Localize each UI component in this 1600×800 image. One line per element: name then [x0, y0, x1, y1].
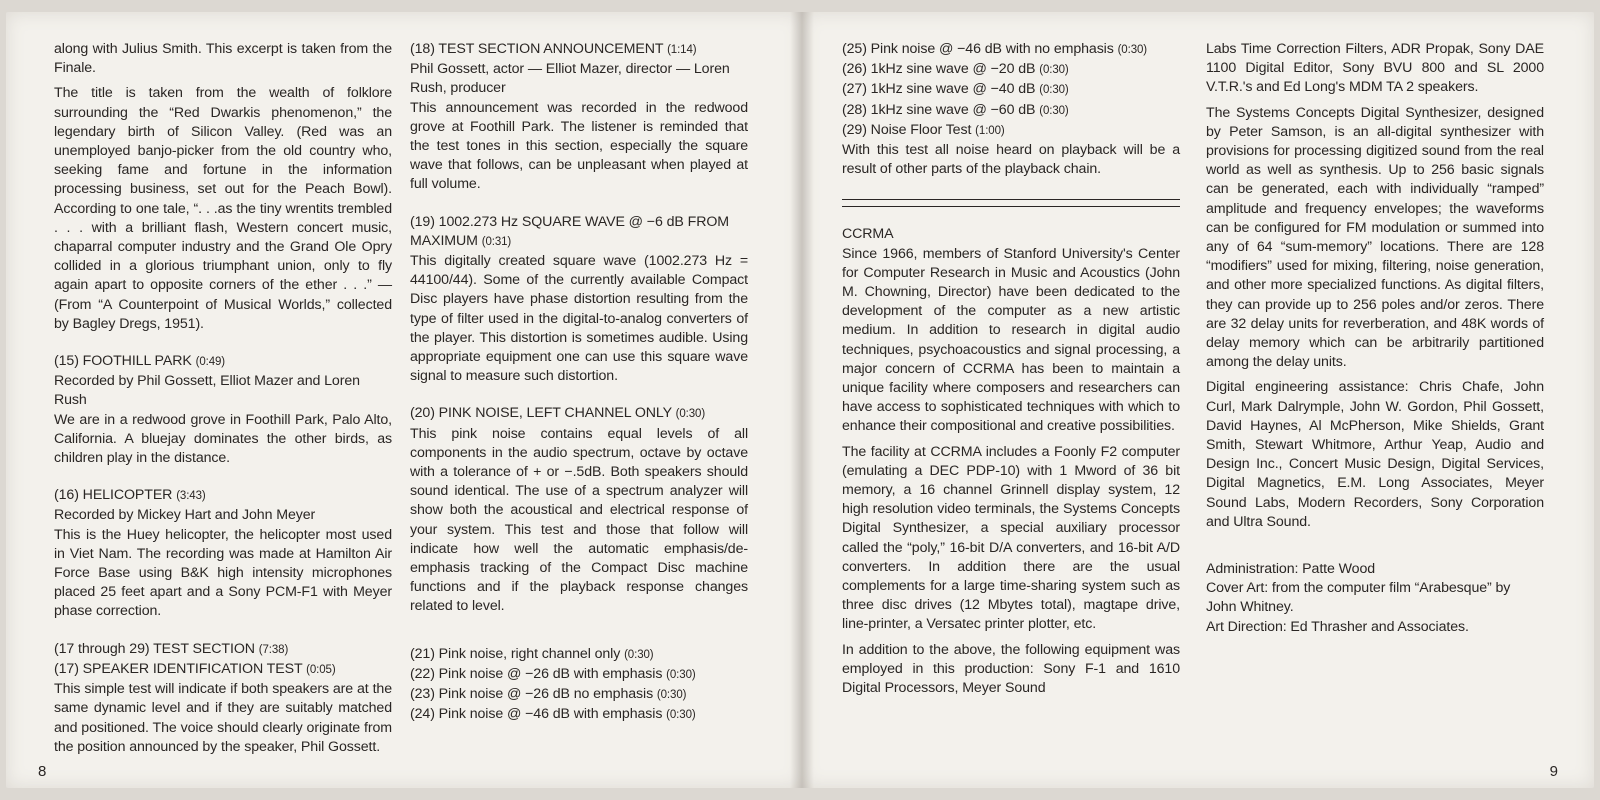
track-18-description: This announcement was recorded in the redwood grove at Foothill Park. The listener is reminded that the test tones in this section, especially the square wave that follows, can be unpleasant when played at full volume. [410, 99, 748, 193]
track-18-heading [410, 40, 748, 60]
ccrma-paragraph-3: In addition to the above, the following equipment was employed in this production: Sony F-1 and 1610 Digital Processors, Meyer Sound [842, 641, 1180, 697]
track-20-description: This pink noise contains equal levels of all components in the audio spectrum, octave by octave with a tolerance of + or −.5dB. Both speakers should sound identical. The use of a spectrum analyzer will show both the acoustical and electrical response of your system. This test and those that follow will indicate how well the automatic emphasis/de-emphasis tracking of the Compact Disc machine functions and if the playback response changes related to level. [410, 425, 748, 615]
ccrma-paragraph-1: Since 1966, members of Stanford University's Center for Computer Research in Music and Acoustics (John M. Chowning, Director) have been dedicated to the development of the computer as a new artistic medium. In addition to research in digital audio techniques, psychoacoustics and signal processing, a major concern of CCRMA has been to maintain a unique facility where composers and researchers can have access to sophisticated techniques with which to enhance their compositional and creative possibilities. [842, 245, 1180, 435]
art-direction-credit: Art Direction: Ed Thrasher and Associates. [1206, 618, 1469, 635]
track-25-label: (25) Pink noise @ −46 dB with no emphasis [842, 41, 1114, 57]
track-18-title: (18) TEST SECTION ANNOUNCEMENT [410, 41, 664, 57]
track-29-description: With this test all noise heard on playback will be a result of other parts of the playback chain. [842, 142, 1180, 178]
test-section-title: (17 through 29) TEST SECTION [54, 640, 255, 657]
track-15-description: We are in a redwood grove in Foothill Park, Palo Alto, California. A bluejay dominates the other birds, as children play in the distance. [54, 411, 392, 467]
track-19-heading [410, 213, 748, 252]
track-29-label: (29) Noise Floor Test [842, 121, 972, 138]
track-23-label: (23) Pink noise @ −26 dB no emphasis [410, 686, 654, 703]
track-19-title: (19) 1002.273 Hz SQUARE WAVE @ −6 dB FROM MAXIMUM [410, 213, 729, 249]
track-19-description: This digitally created square wave (1002.273 Hz = 44100/44). Some of the currently available Compact Disc players have phase distortion resulting from the type of filter used in the digital-to-analog converters of the player. This distortion is sometimes audible. Using appropriate equipment one can use this square wave signal to measure such distortion. [410, 253, 748, 385]
test-section-heading [54, 640, 392, 660]
track-list-item [410, 705, 748, 725]
track-22-label: (22) Pink noise @ −26 dB with emphasis [410, 665, 663, 682]
track-15-credit: Recorded by Phil Gossett, Elliot Mazer and Loren Rush [54, 373, 360, 409]
test-section-time: (7:38) [258, 643, 289, 656]
track-17-time: (0:05) [306, 663, 336, 676]
cover-art-credit: Cover Art: from the computer film “Arabesque” by John Whitney. [1206, 580, 1511, 616]
track-list-item [842, 121, 1180, 141]
track-list-item [842, 80, 1180, 100]
track-29-time: (1:00) [975, 124, 1005, 137]
track-18-credit: Phil Gossett, actor — Elliot Mazer, director — Loren Rush, producer [410, 61, 730, 97]
track-24-label: (24) Pink noise @ −46 dB with emphasis [410, 706, 663, 723]
track-25-time: (0:30) [1117, 44, 1148, 56]
track-15-time: (0:49) [195, 356, 226, 369]
track-28-label: (28) 1kHz sine wave @ −60 dB [842, 101, 1036, 118]
track-15-title: (15) FOOTHILL PARK [54, 353, 192, 370]
track-list-item [842, 60, 1180, 80]
right-page-column-2 [1206, 40, 1544, 637]
left-page-column-2 [410, 40, 748, 726]
track-21-label: (21) Pink noise, right channel only [410, 645, 621, 662]
track-20-title: (20) PINK NOISE, LEFT CHANNEL ONLY [410, 405, 672, 422]
track-24-time: (0:30) [666, 709, 696, 722]
ccrma-heading: CCRMA [842, 226, 894, 243]
track-17-title: (17) SPEAKER IDENTIFICATION TEST [54, 660, 303, 677]
administration-credit: Administration: Patte Wood [1206, 561, 1376, 578]
page-number-right: 9 [1549, 763, 1558, 780]
right-page-column-1 [842, 40, 1180, 704]
track-26-time: (0:30) [1039, 64, 1069, 77]
track-21-time: (0:30) [624, 648, 654, 661]
track-16-title: (16) HELICOPTER [54, 487, 173, 504]
title-story-paragraph: The title is taken from the wealth of folklore surrounding the “Red Dwarkis phenomenon,” the legendary birth of Silicon Valley. (Red was an unemployed banjo-picker from the old country who, seeking fame and fortune in the information processing business, set out for the Peach Bowl). According to one tale, “. . .as the tiny wrentits trembled . . . with a brilliant flash, Western concert music, chaparral computer industry and the Grand Ole Opry collided in a glorious triumphant union, only to fly again apart to opposite corners of the ether . . .” —(From “A Counterpoint of Musical Worlds,” collected by Bagley Dregs, 1951). [54, 85, 392, 332]
track-16-description: This is the Huey helicopter, the helicopter most used in Viet Nam. The recording was made at Hamilton Air Force Base using B&K high intensity microphones placed 25 feet apart and a Sony PCM-F1 with Meyer phase correction. [54, 526, 392, 620]
track-28-time: (0:30) [1039, 104, 1069, 117]
track-27-time: (0:30) [1039, 84, 1069, 97]
engineering-credits: Digital engineering assistance: Chris Chafe, John Curl, Mark Dalrymple, John W. Gordon, Phil Gossett, David Haynes, Al McPherson, Mike Shields, Grant Smith, Stewart Whitmore, Arthur Yeap, Audio and Design Inc., Concert Music Design, Digital Services, Digital Magnetics, E.M. Long Associates, Meyer Sound Labs, Modern Recorders, Sony Corporation and Ultra Sound. [1206, 379, 1544, 530]
track-17-description: This simple test will indicate if both speakers are at the same dynamic level and if they are suitably matched and positioned. The voice should clearly originate from the position announced by the speaker, Phil Gossett. [54, 681, 392, 755]
track-16-time: (3:43) [176, 490, 206, 503]
track-16-heading [54, 486, 392, 506]
equipment-paragraph: Labs Time Correction Filters, ADR Propak, Sony DAE 1100 Digital Editor, Sony BVU 800 and SL 2000 V.T.R.'s and Ed Long's MDM TA 2 speakers. [1206, 41, 1544, 96]
track-16-credit: Recorded by Mickey Hart and John Meyer [54, 507, 316, 524]
track-list-item [410, 665, 748, 685]
intro-paragraph: along with Julius Smith. This excerpt is taken from the Finale. [54, 41, 392, 77]
ccrma-paragraph-2: The facility at CCRMA includes a Foonly F2 computer (emulating a DEC PDP-10) with 1 Mword of 36 bit memory, a 16 channel Grinnell display system, 12 high resolution video terminals, the Systems Concepts Digital Synthesizer, a special auxiliary processor called the “poly,” 16-bit D/A converters, and 16-bit A/D converters. In addition there are the usual complements for a large time-sharing system such as three disc drives (12 Mbytes total), magtape drive, line-printer, a Versatec printer plotter, etc. [842, 443, 1180, 633]
track-list-item [410, 685, 748, 705]
track-18-time: (1:14) [667, 44, 697, 56]
book-gutter [790, 12, 814, 788]
page-number-left: 8 [38, 763, 47, 780]
track-23-time: (0:30) [656, 689, 687, 702]
track-20-time: (0:30) [675, 408, 706, 421]
track-17-heading [54, 660, 392, 680]
track-list-item [410, 645, 748, 665]
synthesizer-paragraph: The Systems Concepts Digital Synthesizer, designed by Peter Samson, is an all-digital synthesizer with provisions for processing digitized sound from the real world as well as synthesis. Up to 256 basic signals can be generated, each with individually “ramped” amplitude and frequency envelopes; the waveforms can be configured for FM modulation or summed into any of 64 “sum-memory” locations. There are 128 “modifiers” used for mixing, filtering, noise generation, and other more specialized functions. As digital filters, they can provide up to 256 poles and/or zeros. There are 32 delay units for reverberation, and 48K words of delay memory which can be arbitrarily partitioned among the delay units. [1206, 104, 1544, 371]
divider-rule-1 [842, 199, 1180, 200]
track-22-time: (0:30) [666, 668, 696, 681]
track-19-time: (0:31) [481, 235, 512, 248]
track-20-heading [410, 404, 748, 424]
track-26-label: (26) 1kHz sine wave @ −20 dB [842, 61, 1036, 78]
track-15-heading [54, 352, 392, 372]
track-27-label: (27) 1kHz sine wave @ −40 dB [842, 81, 1036, 98]
left-page-column-1 [54, 40, 392, 763]
track-25-heading [842, 40, 1180, 60]
track-list-item [842, 101, 1180, 121]
